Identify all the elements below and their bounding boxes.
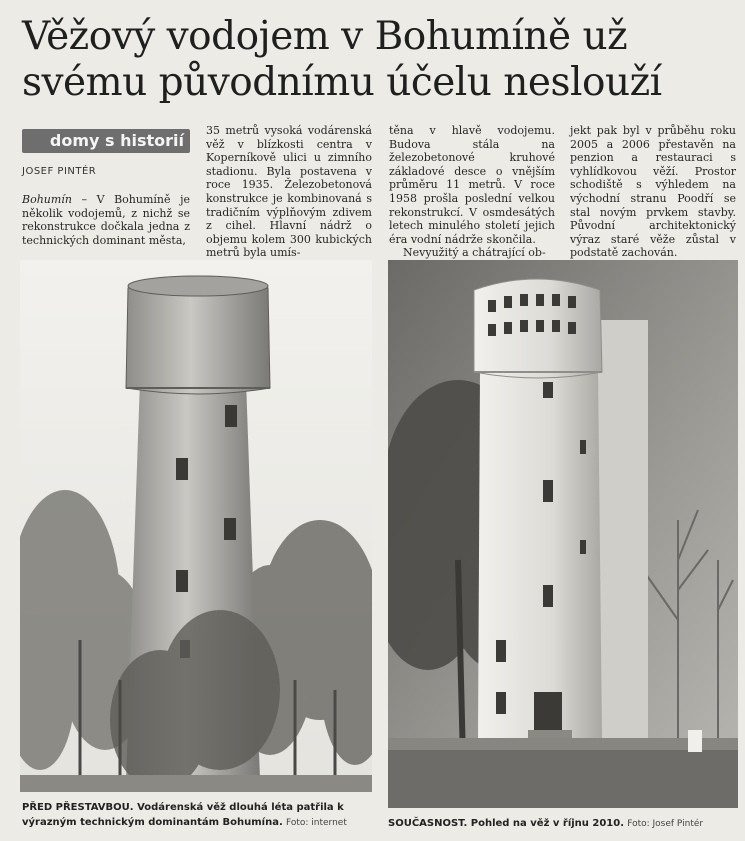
caption-left-lead: PŘED PŘESTAVBOU. xyxy=(22,802,134,813)
column-1-text: – V Bohumíně je několik vodojemů, z nichž se rekonstrukce dočkala jedna z technických dominant města, xyxy=(22,193,190,247)
article-column-3 xyxy=(389,124,555,260)
article-column-1 xyxy=(22,193,190,247)
caption-left xyxy=(22,800,372,831)
photo-renovated-tower xyxy=(388,260,738,808)
photo-old-tower xyxy=(20,260,372,792)
caption-right xyxy=(388,816,738,832)
article-column-4 xyxy=(570,124,736,260)
column-2-text: 35 metrů vysoká vodárenská věž v blízkosti centra v Koperníkově ulici u zimního stadionu. Byla postavena v roce 1935. Železobetonová konstrukce je kombinovaná s tradičním výplňovým zdivem z cihel. Hlavní nádrž o objemu kolem 300 kubických metrů byla umís- xyxy=(206,124,372,260)
caption-right-lead: SOUČASNOST. xyxy=(388,818,468,829)
caption-right-credit: Foto: Josef Pintér xyxy=(627,819,704,829)
caption-left-text: Vodárenská věž dlouhá léta patřila k výrazným technickým dominantám Bohumína. xyxy=(22,802,344,828)
column-4-text: jekt pak byl v průběhu roku 2005 a 2006 přestavěn na penzion a restauraci s vyhlídkovou věží. Prostor schodiště s výhledem na východní stranu Poodří se stal novým prvkem stavby. Původní architektonický výraz staré věže zůstal v podstatě zachován. xyxy=(570,124,736,260)
author-byline: JOSEF PINTÉR xyxy=(22,166,97,177)
column-3-paragraph-1: těna v hlavě vodojemu. Budova stála na železobetonové kruhové základové desce o vnějším průměru 11 metrů. V roce 1958 prošla poslední velkou rekonstrukcí. V osmdesátých letech minulého století jejich éra vodní nádrže skončila. xyxy=(389,124,555,246)
caption-right-text: Pohled na věž v říjnu 2010. xyxy=(467,818,625,829)
caption-left-credit: Foto: internet xyxy=(285,818,347,828)
old-tower-illustration xyxy=(20,260,372,792)
article-column-2 xyxy=(206,124,372,260)
renovated-tower-illustration xyxy=(388,260,738,808)
dateline: Bohumín xyxy=(22,193,72,206)
headline: Věžový vodojem v Bohumíně už svému původnímu účelu neslouží xyxy=(22,14,662,105)
section-kicker xyxy=(22,129,190,153)
column-3-paragraph-2: Nevyužitý a chátrající ob- xyxy=(403,246,546,260)
kicker-label: domy s historií xyxy=(49,131,184,150)
